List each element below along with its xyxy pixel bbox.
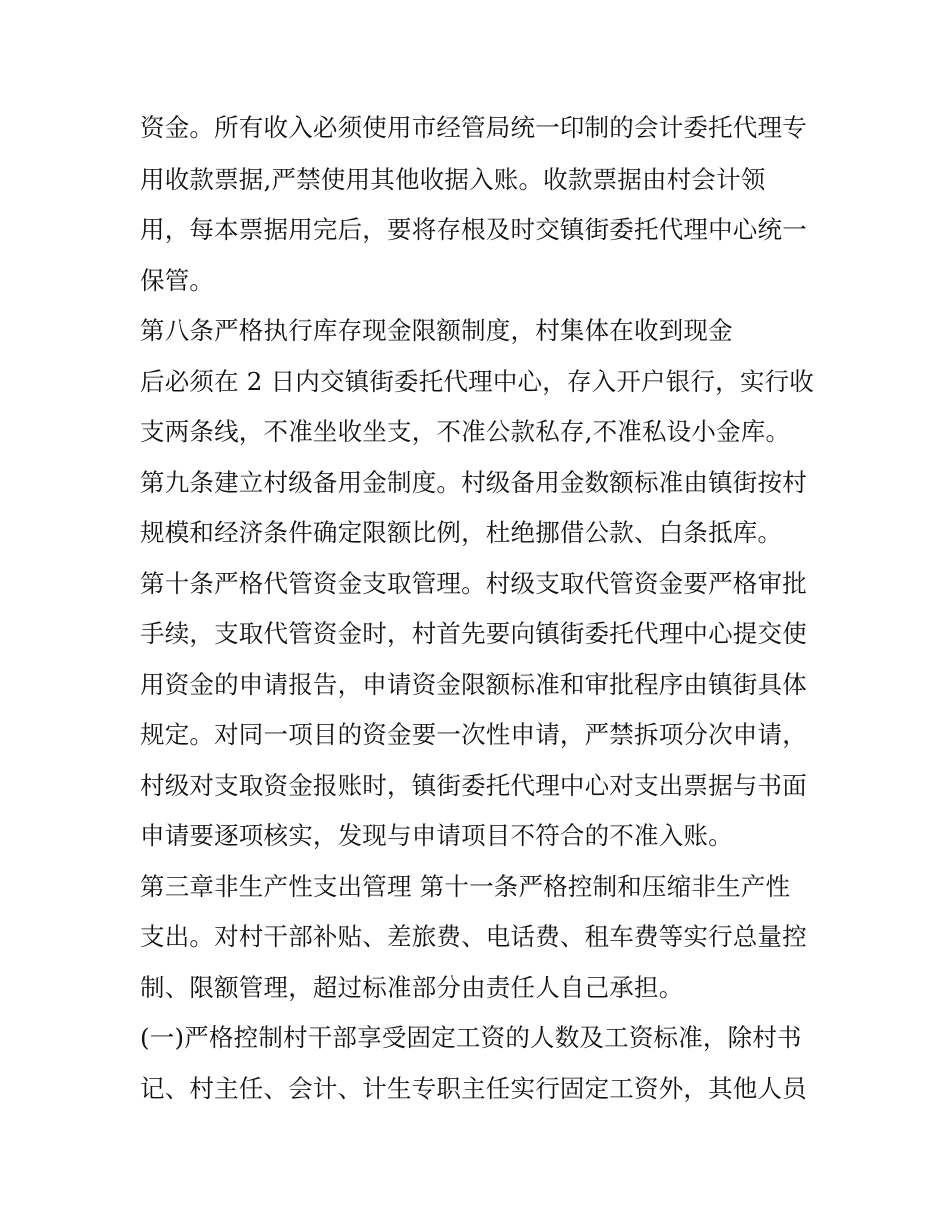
text-line: 资金。所有收入必须使用市经管局统一印制的会计委托代理专	[140, 113, 807, 142]
text-line: 保管。	[140, 266, 215, 295]
text-line: 规定。对同一项目的资金要一次性申请，严禁拆项分次申请，	[140, 720, 807, 749]
text-line: 记、村主任、会计、计生专职主任实行固定工资外，其他人员	[140, 1074, 807, 1103]
text-line: 第九条建立村级备用金制度。村级备用金数额标准由镇街按村	[140, 468, 807, 497]
text-line: 第八条严格执行库存现金限额制度，村集体在收到现金	[140, 316, 733, 345]
text-line: 村级对支取资金报账时，镇街委托代理中心对支出票据与书面	[140, 771, 807, 800]
text-line: 后必须在 2 日内交镇街委托代理中心，存入开户银行，实行收	[140, 367, 814, 396]
text-line: 第十条严格代管资金支取管理。村级支取代管资金要严格审批	[140, 569, 807, 598]
text-line: 制、限额管理，超过标准部分由责任人自己承担。	[140, 973, 684, 1002]
text-line: 第三章非生产性支出管理 第十一条严格控制和压缩非生产性	[140, 872, 791, 901]
text-line: 申请要逐项核实，发现与申请项目不符合的不准入账。	[140, 821, 733, 850]
text-line: 支出。对村干部补贴、差旅费、电话费、租车费等实行总量控	[140, 922, 807, 951]
text-line: 手续，支取代管资金时，村首先要向镇街委托代理中心提交使	[140, 619, 807, 648]
text-line: 支两条线，不准坐收坐支，不准公款私存,不准私设小金库。	[140, 417, 791, 446]
text-line: (一)严格控制村干部享受固定工资的人数及工资标准，除村书	[140, 1023, 802, 1052]
text-line: 规模和经济条件确定限额比例，杜绝挪借公款、白条抵库。	[140, 518, 783, 547]
text-line: 用收款票据,严禁使用其他收据入账。收款票据由村会计领	[140, 165, 766, 194]
text-line: 用资金的申请报告，申请资金限额标准和审批程序由镇街具体	[140, 670, 807, 699]
text-line: 用，每本票据用完后，要将存根及时交镇街委托代理中心统一	[140, 215, 807, 244]
